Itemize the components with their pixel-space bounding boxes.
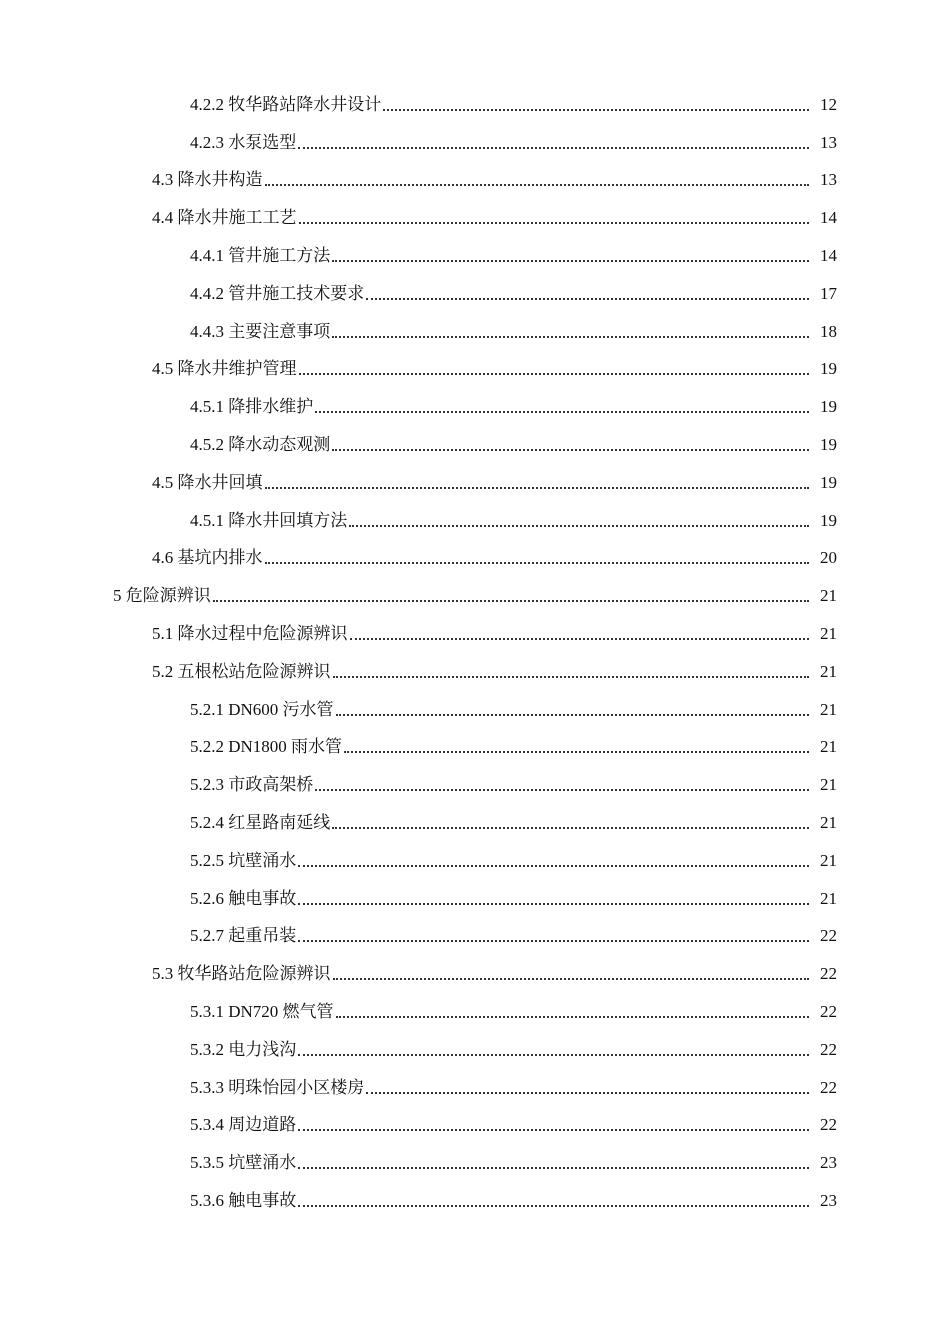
toc-entry-title: 4.5.2 降水动态观测 bbox=[190, 435, 331, 455]
dot-leader bbox=[298, 1153, 809, 1173]
toc-entry-title: 5 危险源辨识 bbox=[113, 586, 211, 606]
dot-leader bbox=[344, 737, 809, 757]
dot-leader bbox=[350, 624, 810, 644]
toc-entry[interactable] bbox=[0, 766, 950, 804]
toc-entry-page-number: 22 bbox=[820, 1039, 837, 1059]
toc-entry[interactable] bbox=[0, 388, 950, 426]
toc-entry-page-number: 21 bbox=[820, 699, 837, 719]
toc-entry-page-number: 21 bbox=[820, 850, 837, 870]
toc-entry[interactable] bbox=[0, 1069, 950, 1107]
toc-entry-page-number: 21 bbox=[820, 813, 837, 833]
dot-leader bbox=[213, 586, 809, 606]
toc-entry-title: 5.2 五根松站危险源辨识 bbox=[152, 661, 331, 681]
dot-leader bbox=[298, 1191, 809, 1211]
toc-entry[interactable] bbox=[0, 86, 950, 124]
dot-leader bbox=[299, 359, 810, 379]
dot-leader bbox=[332, 322, 809, 342]
toc-entry[interactable] bbox=[0, 993, 950, 1031]
dot-leader bbox=[349, 511, 809, 531]
toc-entry-page-number: 21 bbox=[820, 888, 837, 908]
toc-entry-page-number: 13 bbox=[820, 170, 837, 190]
toc-entry-title: 5.2.3 市政高架桥 bbox=[190, 775, 314, 795]
toc-entry[interactable] bbox=[0, 540, 950, 578]
toc-entry-title: 4.4.1 管井施工方法 bbox=[190, 246, 331, 266]
toc-entry[interactable] bbox=[0, 729, 950, 767]
toc-entry-page-number: 21 bbox=[820, 624, 837, 644]
toc-entry-title: 5.2.1 DN600 污水管 bbox=[190, 699, 334, 719]
toc-entry[interactable] bbox=[0, 577, 950, 615]
toc-entry-page-number: 19 bbox=[820, 510, 837, 530]
toc-entry-page-number: 19 bbox=[820, 472, 837, 492]
toc-entry-title: 5.3.6 触电事故 bbox=[190, 1191, 297, 1210]
toc-entry-title: 4.4.2 管井施工技术要求 bbox=[190, 283, 365, 303]
dot-leader bbox=[298, 889, 809, 909]
dot-leader bbox=[299, 208, 810, 228]
dot-leader bbox=[366, 284, 809, 304]
dot-leader bbox=[315, 775, 809, 795]
toc-entry-title: 5.2.7 起重吊装 bbox=[190, 926, 297, 946]
toc-entry-title: 4.4 降水井施工工艺 bbox=[152, 208, 297, 228]
toc-entry-title: 5.2.5 坑壁涌水 bbox=[190, 850, 297, 870]
toc-entry-title: 4.5 降水井回填 bbox=[152, 472, 263, 492]
toc-entry-title: 5.3 牧华路站危险源辨识 bbox=[152, 964, 331, 984]
dot-leader bbox=[383, 95, 809, 115]
dot-leader bbox=[332, 435, 809, 455]
dot-leader bbox=[336, 700, 809, 720]
toc-entry-page-number: 23 bbox=[820, 1153, 837, 1173]
toc-entry-title: 4.5 降水井维护管理 bbox=[152, 359, 297, 379]
toc-entry-title: 5.1 降水过程中危险源辨识 bbox=[152, 624, 348, 644]
toc-entry-page-number: 13 bbox=[820, 132, 837, 152]
toc-entry[interactable] bbox=[0, 464, 950, 502]
toc-entry[interactable] bbox=[0, 615, 950, 653]
toc-entry-page-number: 22 bbox=[820, 1077, 837, 1097]
toc-entry-title: 5.3.5 坑壁涌水 bbox=[190, 1153, 297, 1173]
toc-entry-page-number: 19 bbox=[820, 359, 837, 379]
toc-entry-page-number: 12 bbox=[820, 94, 837, 114]
toc-entry-title: 4.6 基坑内排水 bbox=[152, 548, 263, 568]
toc-entry-page-number: 14 bbox=[820, 208, 837, 228]
toc-entry-title: 5.3.3 明珠怡园小区楼房 bbox=[190, 1077, 365, 1097]
toc-entry-page-number: 19 bbox=[820, 397, 837, 417]
toc-entry[interactable] bbox=[0, 237, 950, 275]
toc-entry[interactable] bbox=[0, 502, 950, 540]
dot-leader bbox=[298, 1040, 809, 1060]
toc-entry[interactable] bbox=[0, 880, 950, 918]
toc-entry-page-number: 14 bbox=[820, 246, 837, 266]
dot-leader bbox=[265, 548, 810, 568]
dot-leader bbox=[265, 473, 810, 493]
toc-entry-title: 4.2.2 牧华路站降水井设计 bbox=[190, 94, 382, 114]
toc-entry-page-number: 23 bbox=[820, 1191, 837, 1210]
toc-entry[interactable] bbox=[0, 351, 950, 389]
toc-entry[interactable] bbox=[0, 1144, 950, 1182]
dot-leader bbox=[298, 133, 809, 153]
toc-entry-page-number: 21 bbox=[820, 775, 837, 795]
toc-entry-title: 4.5.1 降排水维护 bbox=[190, 397, 314, 417]
toc-entry[interactable] bbox=[0, 1107, 950, 1145]
toc-entry-title: 5.3.2 电力浅沟 bbox=[190, 1039, 297, 1059]
toc-entry-title: 4.2.3 水泵选型 bbox=[190, 132, 297, 152]
toc-entry[interactable] bbox=[0, 955, 950, 993]
toc-entry[interactable] bbox=[0, 1031, 950, 1069]
dot-leader bbox=[366, 1078, 809, 1098]
dot-leader bbox=[333, 964, 810, 984]
toc-entry[interactable] bbox=[0, 1182, 950, 1220]
toc-entry[interactable] bbox=[0, 842, 950, 880]
toc-entry[interactable] bbox=[0, 426, 950, 464]
dot-leader bbox=[333, 662, 810, 682]
toc-entry-page-number: 21 bbox=[820, 661, 837, 681]
toc-entry-page-number: 21 bbox=[820, 737, 837, 757]
toc-entry[interactable] bbox=[0, 162, 950, 200]
toc-entry[interactable] bbox=[0, 313, 950, 351]
toc-entry-title: 5.2.2 DN1800 雨水管 bbox=[190, 737, 343, 757]
table-of-contents bbox=[0, 86, 950, 1220]
dot-leader bbox=[332, 813, 809, 833]
dot-leader bbox=[298, 926, 809, 946]
toc-entry-title: 4.3 降水井构造 bbox=[152, 170, 263, 190]
toc-entry-page-number: 21 bbox=[820, 586, 837, 606]
toc-entry-page-number: 17 bbox=[820, 283, 837, 303]
toc-entry-title: 5.2.4 红星路南延线 bbox=[190, 813, 331, 833]
toc-entry[interactable] bbox=[0, 918, 950, 956]
toc-entry-page-number: 22 bbox=[820, 1002, 837, 1022]
toc-entry-page-number: 22 bbox=[820, 964, 837, 984]
dot-leader bbox=[315, 397, 809, 417]
toc-entry-title: 4.4.3 主要注意事项 bbox=[190, 321, 331, 341]
toc-entry-title: 5.3.4 周边道路 bbox=[190, 1115, 297, 1135]
toc-entry-page-number: 18 bbox=[820, 321, 837, 341]
toc-entry-page-number: 19 bbox=[820, 435, 837, 455]
toc-entry-title: 5.3.1 DN720 燃气管 bbox=[190, 1002, 334, 1022]
dot-leader bbox=[336, 1002, 809, 1022]
toc-entry-page-number: 20 bbox=[820, 548, 837, 568]
toc-entry-title: 5.2.6 触电事故 bbox=[190, 888, 297, 908]
toc-entry[interactable] bbox=[0, 124, 950, 162]
toc-entry[interactable] bbox=[0, 804, 950, 842]
dot-leader bbox=[298, 1115, 809, 1135]
toc-entry[interactable] bbox=[0, 199, 950, 237]
toc-entry-page-number: 22 bbox=[820, 1115, 837, 1135]
toc-entry[interactable] bbox=[0, 653, 950, 691]
toc-entry[interactable] bbox=[0, 691, 950, 729]
dot-leader bbox=[298, 851, 809, 871]
toc-entry-title: 4.5.1 降水井回填方法 bbox=[190, 510, 348, 530]
dot-leader bbox=[265, 170, 810, 190]
toc-entry-page-number: 22 bbox=[820, 926, 837, 946]
dot-leader bbox=[332, 246, 809, 266]
toc-entry[interactable] bbox=[0, 275, 950, 313]
